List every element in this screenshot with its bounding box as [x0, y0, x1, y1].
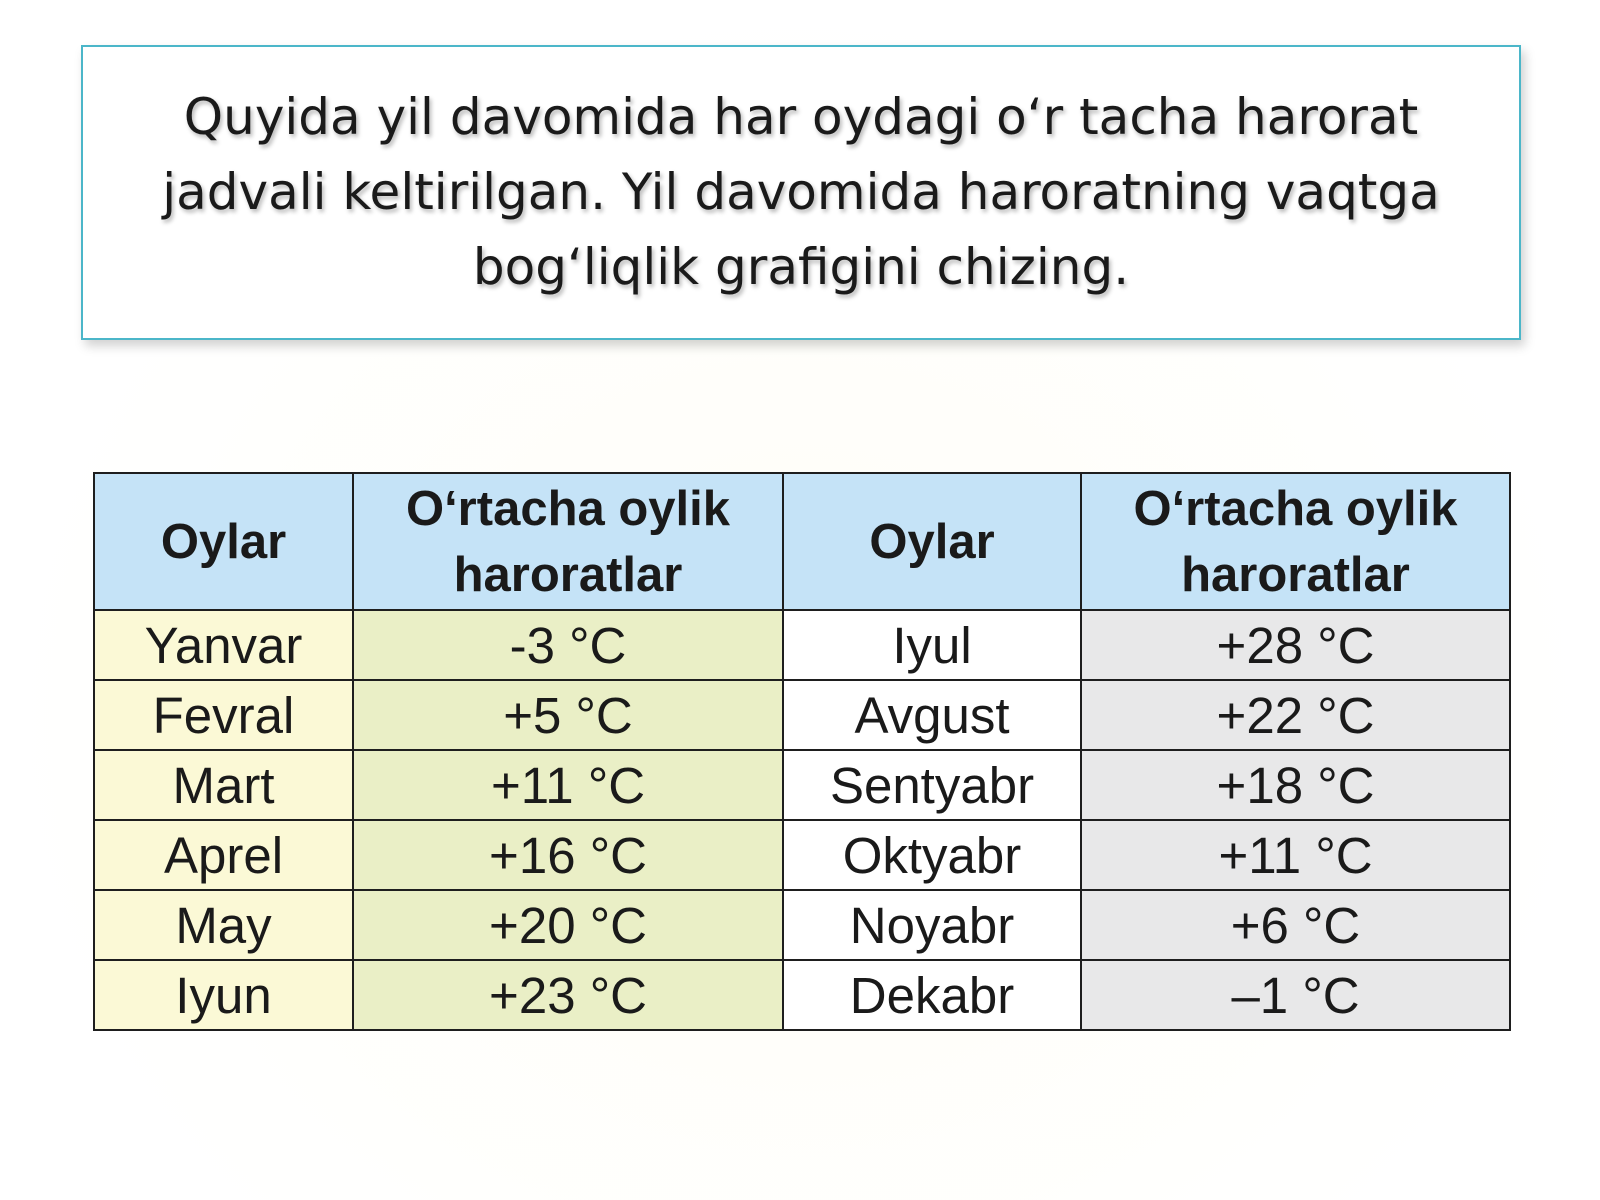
month-cell: Sentyabr: [783, 750, 1081, 820]
month-cell: Dekabr: [783, 960, 1081, 1030]
month-cell: Aprel: [94, 820, 353, 890]
table-row: [94, 750, 1510, 820]
month-cell: Avgust: [783, 680, 1081, 750]
temperature-table: [93, 472, 1511, 1031]
prompt-box: [81, 45, 1521, 340]
temperature-cell: +5 °C: [353, 680, 783, 750]
temperature-cell: +11 °C: [353, 750, 783, 820]
temperature-cell: +23 °C: [353, 960, 783, 1030]
temperature-cell: +11 °C: [1081, 820, 1510, 890]
table-row: [94, 890, 1510, 960]
header-months-left: Oylar: [94, 473, 353, 610]
table-header-row: [94, 473, 1510, 610]
month-cell: Fevral: [94, 680, 353, 750]
temperature-cell: +16 °C: [353, 820, 783, 890]
prompt-text: Quyida yil davomida har oydagi o‘r tacha harorat jadvali keltirilgan. Yil davomida haroratning vaqtga bog‘liqlik grafigini chizing.: [162, 88, 1440, 296]
month-cell: Noyabr: [783, 890, 1081, 960]
month-cell: Yanvar: [94, 610, 353, 680]
temperature-cell: –1 °C: [1081, 960, 1510, 1030]
temperature-cell: +22 °C: [1081, 680, 1510, 750]
header-temps-right: O‘rtacha oylik haroratlar: [1081, 473, 1510, 610]
temperature-cell: +18 °C: [1081, 750, 1510, 820]
temperature-cell: +28 °C: [1081, 610, 1510, 680]
table-row: [94, 680, 1510, 750]
table-row: [94, 610, 1510, 680]
month-cell: Iyul: [783, 610, 1081, 680]
temperature-cell: -3 °C: [353, 610, 783, 680]
header-months-right: Oylar: [783, 473, 1081, 610]
month-cell: Oktyabr: [783, 820, 1081, 890]
month-cell: Iyun: [94, 960, 353, 1030]
table-row: [94, 820, 1510, 890]
temperature-cell: +20 °C: [353, 890, 783, 960]
table-row: [94, 960, 1510, 1030]
temperature-cell: +6 °C: [1081, 890, 1510, 960]
month-cell: May: [94, 890, 353, 960]
header-temps-left: O‘rtacha oylik haroratlar: [353, 473, 783, 610]
month-cell: Mart: [94, 750, 353, 820]
